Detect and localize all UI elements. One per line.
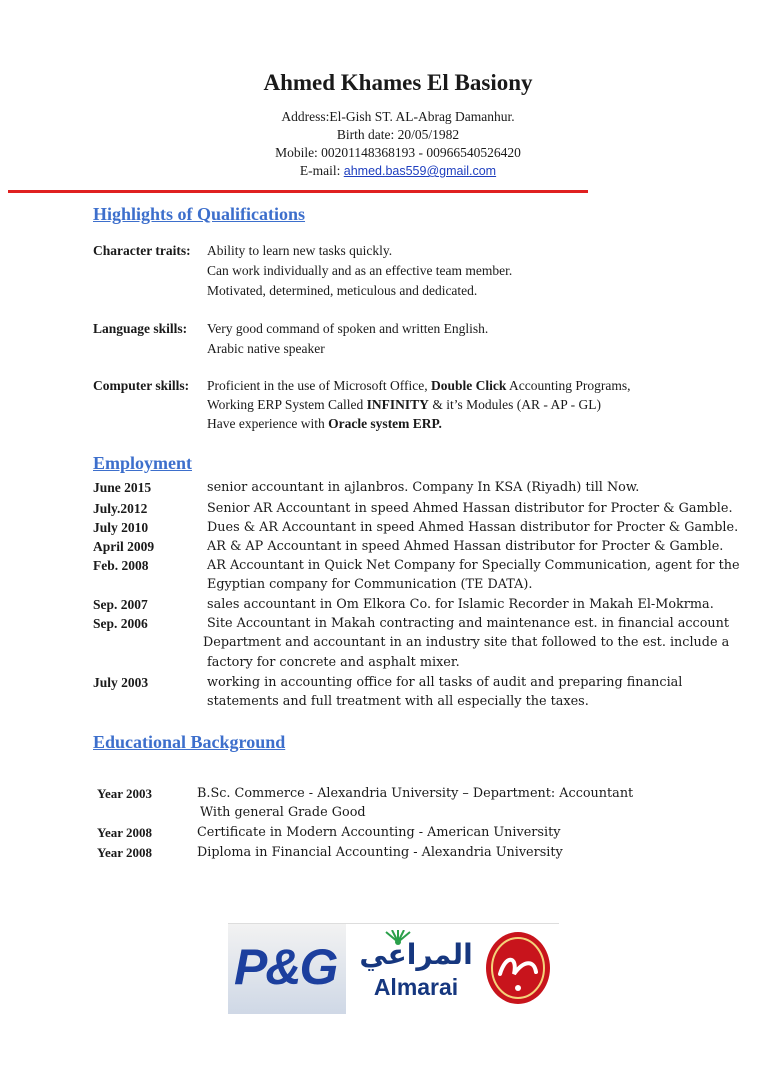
computer-skill-line [207, 416, 442, 432]
computer-skill-text: Working ERP System Called [207, 397, 367, 412]
employment-date: June 2015 [93, 480, 152, 495]
email-link[interactable]: ahmed.bas559@gmail.com [343, 164, 497, 178]
computer-skill-bold: Oracle system ERP. [328, 416, 442, 431]
education-line: Diploma in Financial Accounting - Alexandria University [197, 845, 563, 860]
education-year: Year 2008 [97, 825, 153, 840]
employment-line: Department and accountant in an industry site that followed to the est. include a [203, 635, 730, 650]
alasly-seal-icon [484, 930, 552, 1006]
pg-logo [228, 924, 346, 1014]
qualifications-heading: Highlights of Qualifications [93, 204, 306, 224]
employment-date: July 2003 [93, 675, 149, 690]
education-line: Certificate in Modern Accounting - American University [197, 825, 561, 840]
birth-date-line: Birth date: 20/05/1982 [336, 127, 460, 142]
education-line: B.Sc. Commerce - Alexandria University – Department: Accountant [197, 786, 634, 801]
employment-date: Sep. 2007 [93, 597, 148, 612]
employment-line: Dues & AR Accountant in speed Ahmed Hassan distributor for Procter & Gamble. [207, 520, 739, 535]
email-label: E-mail: [299, 163, 344, 178]
employment-date: April 2009 [93, 539, 155, 554]
employment-line: AR Accountant in Quick Net Company for Specially Communication, agent for the [207, 558, 740, 573]
alasly-logo [484, 930, 552, 1006]
employment-line: Site Accountant in Makah contracting and maintenance est. in financial account [207, 616, 730, 631]
computer-skill-text: & it’s Modules (AR - AP - GL) [428, 397, 601, 412]
employment-line: Senior AR Accountant in speed Ahmed Hassan distributor for Procter & Gamble. [207, 501, 733, 516]
education-year: Year 2003 [97, 786, 153, 801]
character-trait-line: Motivated, determined, meticulous and dedicated. [207, 283, 478, 298]
candidate-name: Ahmed Khames El Basiony [263, 70, 533, 95]
language-skill-line: Arabic native speaker [207, 341, 325, 356]
almarai-logo [356, 930, 476, 1010]
character-trait-line: Can work individually and as an effective team member. [207, 263, 513, 278]
employment-date: Sep. 2006 [93, 616, 148, 631]
employment-line: factory for concrete and asphalt mixer. [207, 655, 460, 670]
employment-line: Egyptian company for Communication (TE DATA). [207, 577, 533, 592]
employment-line: working in accounting office for all tasks of audit and preparing financial [207, 675, 683, 690]
education-year: Year 2008 [97, 845, 153, 860]
mobile-line: Mobile: 00201148368193 - 00966540526420 [275, 145, 521, 160]
employment-heading: Employment [93, 453, 192, 473]
almarai-arabic-text: المراعي [359, 938, 473, 971]
employment-date: Feb. 2008 [93, 558, 149, 573]
computer-skill-text: Accounting Programs, [506, 378, 631, 393]
character-traits-label: Character traits: [93, 243, 191, 258]
employment-line: statements and full treatment with all especially the taxes. [207, 694, 589, 709]
computer-skill-bold: INFINITY [366, 397, 429, 412]
computer-skill-text: Proficient in the use of Microsoft Office, [207, 378, 431, 393]
computer-skill-bold: Double Click [430, 378, 507, 393]
character-trait-line: Ability to learn new tasks quickly. [207, 243, 393, 258]
almarai-english-text: Almarai [373, 974, 459, 1000]
company-logos [228, 923, 559, 1014]
employment-line: senior accountant in ajlanbros. Company In KSA (Riyadh) till Now. [207, 480, 640, 495]
computer-skill-text: Have experience with [207, 416, 329, 431]
education-heading: Educational Background [93, 732, 286, 752]
computer-skill-line [207, 378, 630, 394]
language-skill-line: Very good command of spoken and written English. [207, 321, 489, 336]
employment-line: AR & AP Accountant in speed Ahmed Hassan distributor for Procter & Gamble. [207, 539, 724, 554]
computer-skill-line [207, 397, 601, 413]
education-line: With general Grade Good [200, 805, 366, 820]
computer-skills-label: Computer skills: [93, 378, 190, 393]
employment-date: July.2012 [93, 501, 148, 516]
address-line: Address:El-Gish ST. AL-Abrag Damanhur. [281, 109, 515, 124]
pg-logo-text: P&G [234, 939, 337, 995]
language-skills-label: Language skills: [93, 321, 188, 336]
header-divider [8, 190, 588, 193]
email-line [0, 163, 768, 179]
employment-line: sales accountant in Om Elkora Co. for Islamic Recorder in Makah El-Mokrma. [207, 597, 714, 612]
employment-date: July 2010 [93, 520, 149, 535]
